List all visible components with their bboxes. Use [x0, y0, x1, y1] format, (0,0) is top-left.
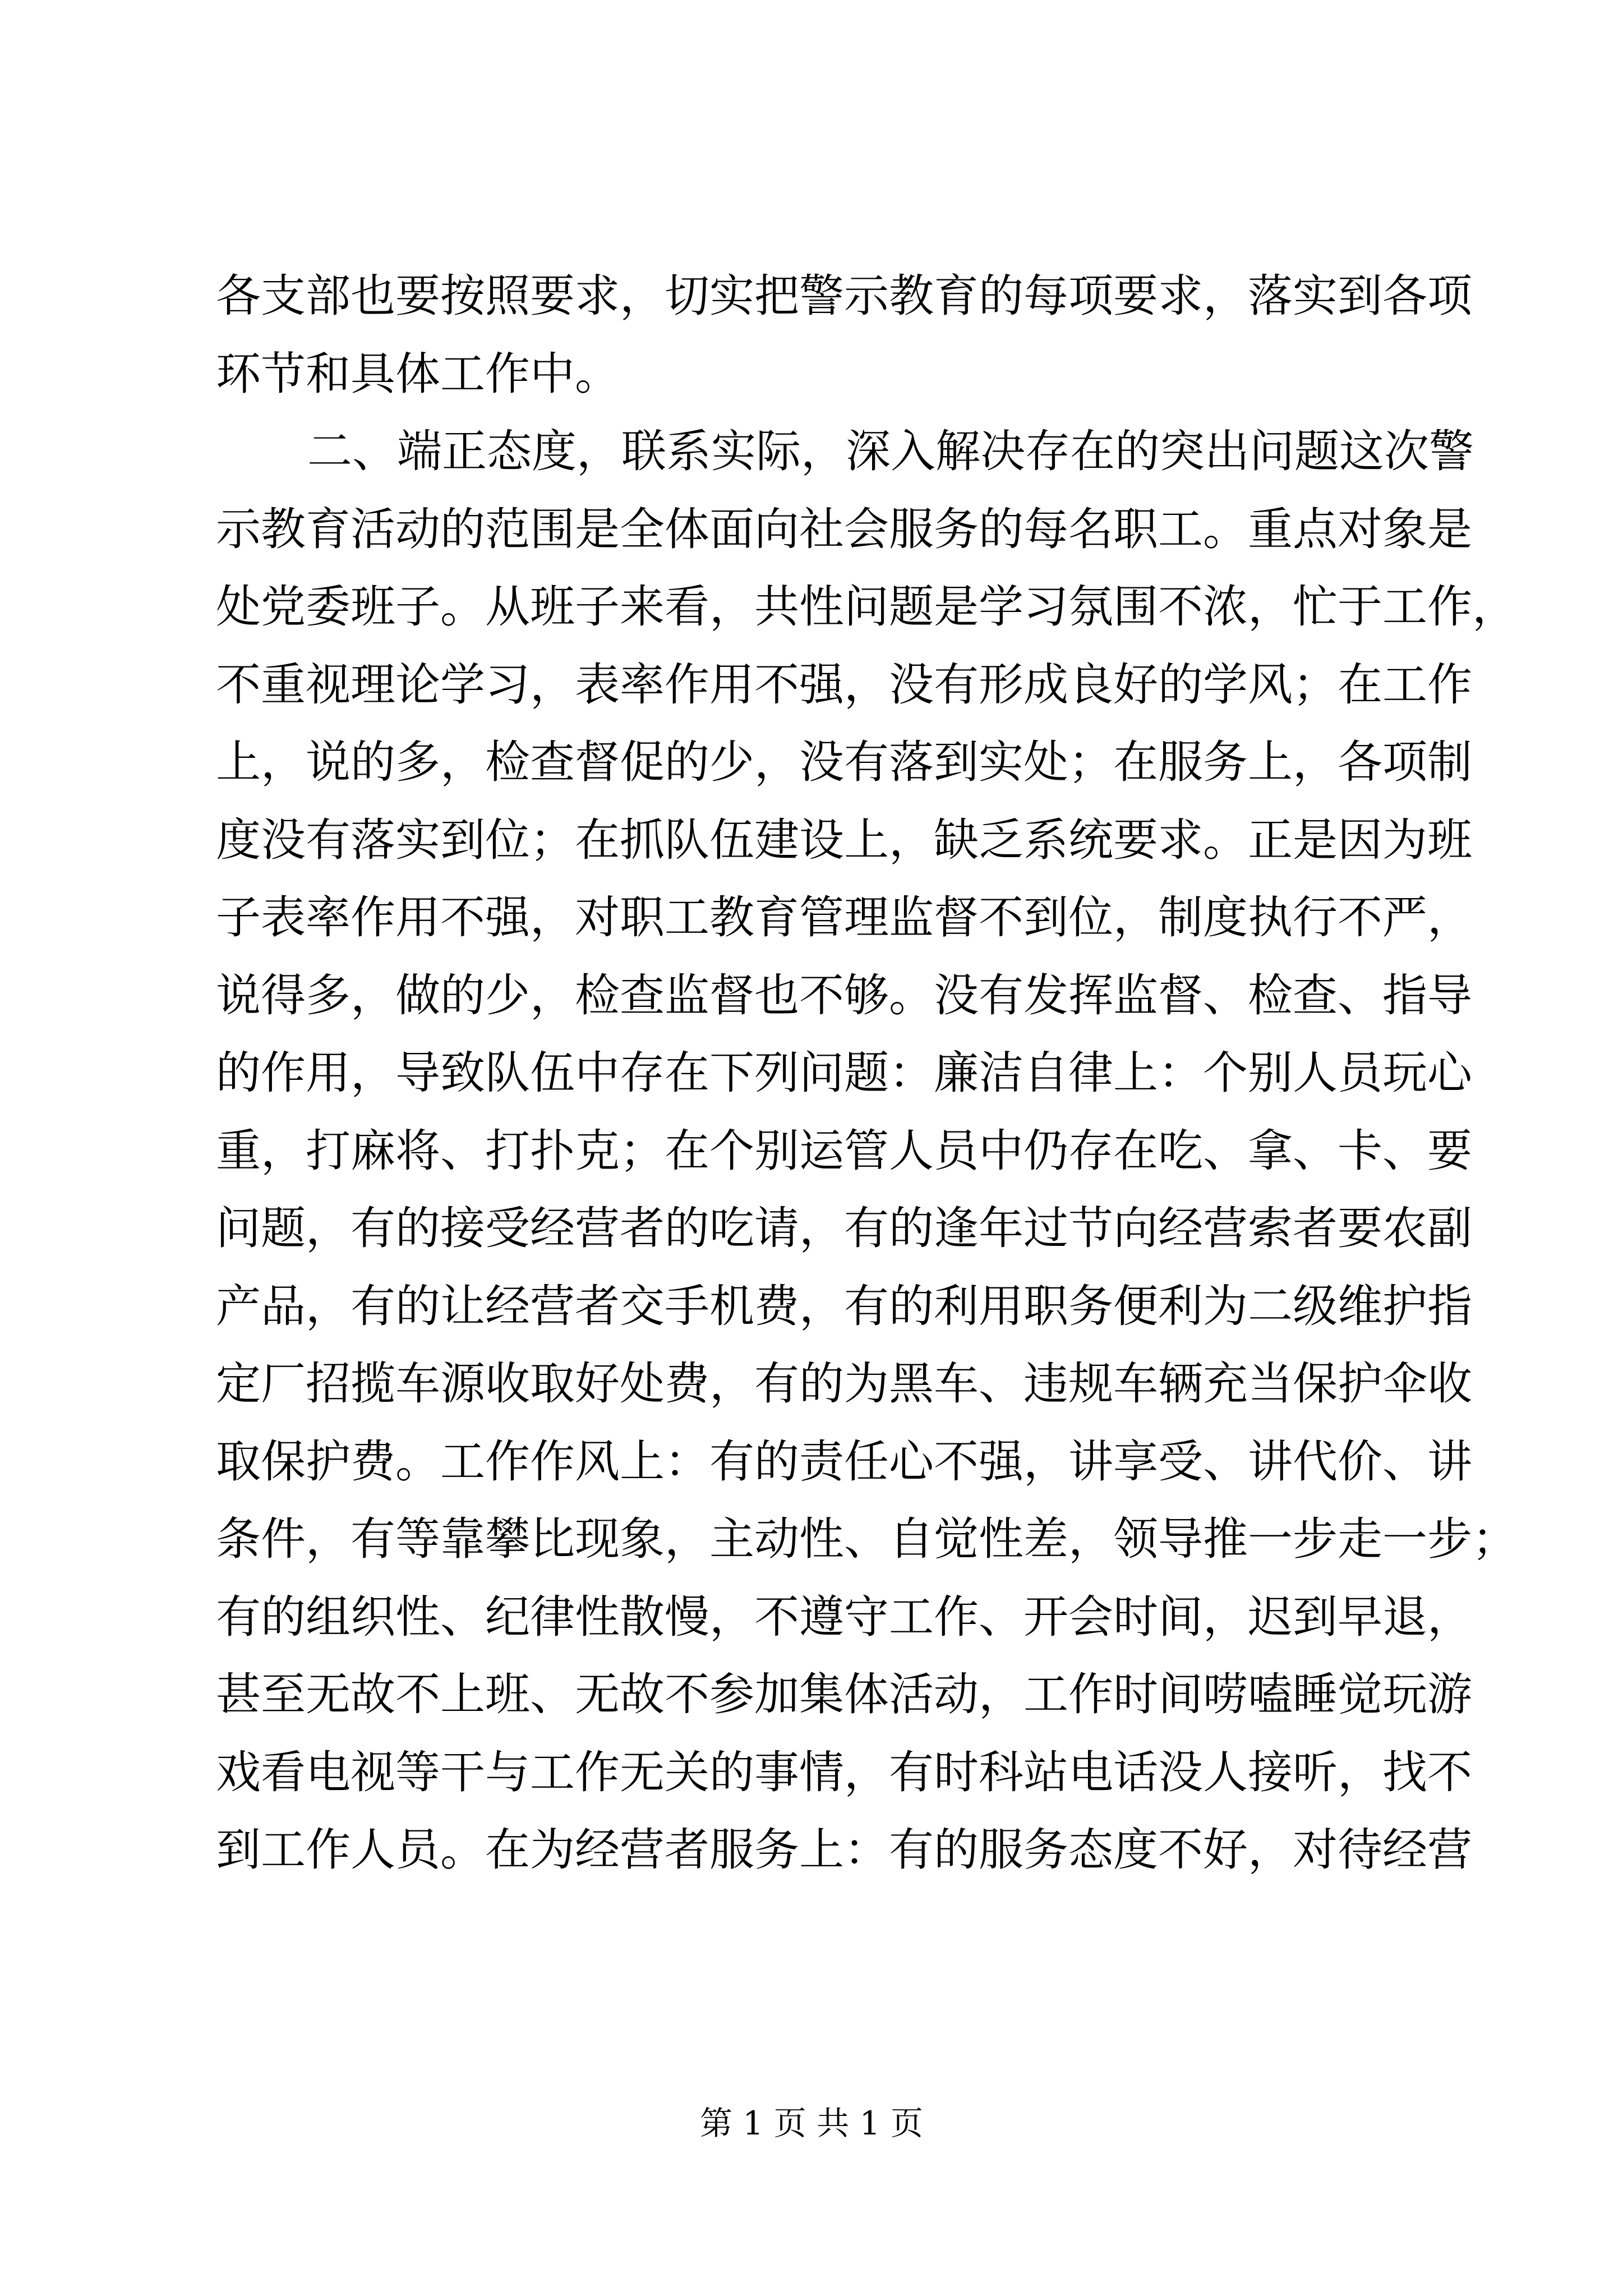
text-line: 上，说的多，检查督促的少，没有落到实处；在服务上，各项制 [216, 736, 1472, 788]
text-line: 说得多，做的少，检查监督也不够。没有发挥监督、检查、指导 [216, 969, 1472, 1022]
text-line: 不重视理论学习，表率作用不强，没有形成良好的学风；在工作 [216, 658, 1472, 711]
document-body [216, 257, 1517, 1889]
paragraph-first-line: 二、端正态度，联系实际，深入解决存在的突出问题这次警 [307, 425, 1474, 477]
text-line: 甚至无故不上班、无故不参加集体活动，工作时间唠嗑睡觉玩游 [216, 1668, 1472, 1720]
page-footer [0, 2101, 1623, 2146]
text-line: 到工作人员。在为经营者服务上：有的服务态度不好，对待经营 [216, 1824, 1472, 1876]
text-line: 问题，有的接受经营者的吃请，有的逢年过节向经营索者要农副 [216, 1202, 1472, 1254]
text-line: 戏看电视等干与工作无关的事情，有时科站电话没人接听，找不 [216, 1746, 1472, 1798]
text-line: 度没有落实到位；在抓队伍建设上，缺乏系统要求。正是因为班 [216, 813, 1472, 866]
text-line: 子表率作用不强，对职工教育管理监督不到位，制度执行不严， [216, 891, 1472, 944]
text-line: 各支部也要按照要求，切实把警示教育的每项要求，落实到各项 [216, 270, 1472, 322]
text-line: 取保护费。工作作风上：有的责任心不强，讲享受、讲代价、讲 [216, 1435, 1472, 1488]
text-line: 示教育活动的范围是全体面向社会服务的每名职工。重点对象是 [216, 503, 1472, 555]
text-line: 重，打麻将、打扑克；在个别运管人员中仍存在吃、拿、卡、要 [216, 1124, 1472, 1177]
text-line: 处党委班子。从班子来看，共性问题是学习氛围不浓，忙于工作， [216, 581, 1517, 633]
text-line: 定厂招揽车源收取好处费，有的为黑车、违规车辆充当保护伞收 [216, 1358, 1472, 1410]
page-number-label: 第 1 页 共 1 页 [700, 2104, 923, 2142]
text-line: 有的组织性、纪律性散慢，不遵守工作、开会时间，迟到早退， [216, 1590, 1472, 1643]
text-line: 条件，有等靠攀比现象，主动性、自觉性差，领导推一步走一步； [216, 1513, 1517, 1565]
text-line: 环节和具体工作中。 [216, 347, 620, 400]
text-line: 产品，有的让经营者交手机费，有的利用职务便利为二级维护指 [216, 1280, 1472, 1332]
text-line: 的作用，导致队伍中存在下列问题：廉洁自律上：个别人员玩心 [216, 1047, 1472, 1099]
